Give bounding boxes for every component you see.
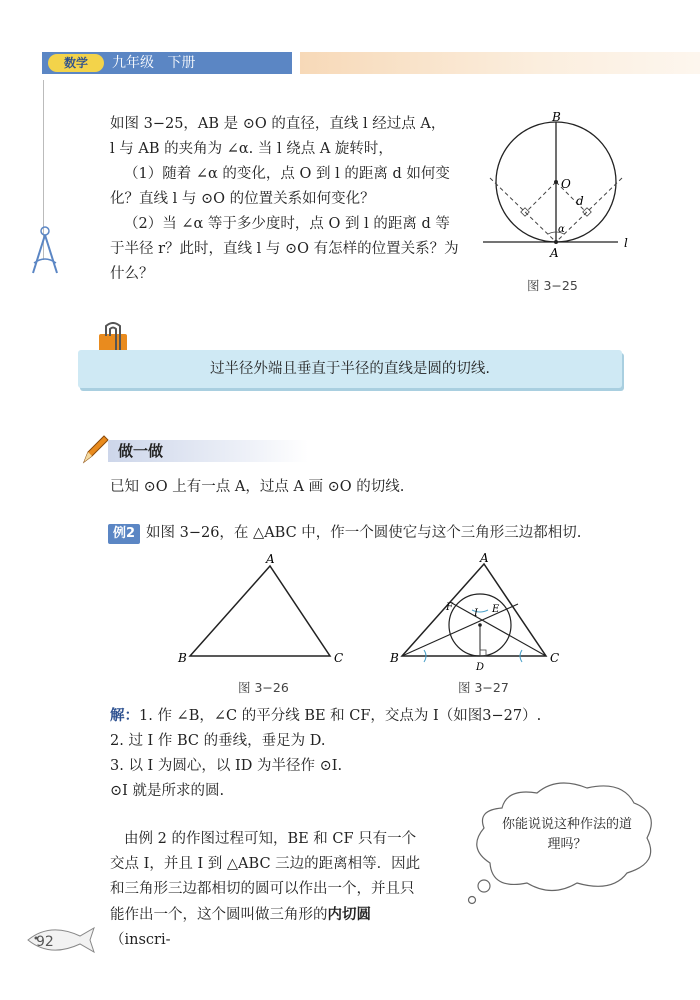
header-gradient [300, 52, 700, 74]
label-a: A [550, 246, 559, 260]
solution-step-1: 1. 作 ∠B，∠C 的平分线 BE 和 CF，交点为 I（如图3−27）. [139, 708, 542, 724]
label-alpha: α [558, 224, 565, 235]
label-d: d [576, 194, 584, 208]
intro-line: 如图 3−25，AB 是 ⊙O 的直径，直线 l 经过点 A， [110, 116, 446, 132]
solution-step [110, 703, 630, 729]
closing-line-end: （inscri- [110, 932, 171, 948]
intro-line: （1）随着 ∠α 的变化，点 O 到 l 的距离 d 如何变 [124, 166, 450, 182]
figure-3-27 [388, 552, 568, 677]
closing-line: 交点 I，并且 I 到 △ABC 三边的距离相等．因此 [110, 856, 421, 872]
label-a: A [480, 552, 489, 565]
figure-3-26 [170, 552, 360, 667]
intro-line: 什么？ [110, 266, 154, 282]
figure-3-25-caption: 图 3−25 [527, 278, 578, 293]
intro-line: （2）当 ∠α 等于多少度时，点 O 到 l 的距离 d 等 [124, 216, 450, 232]
closing-line: 由例 2 的作图过程可知，BE 和 CF 只有一个 [124, 831, 417, 847]
label-o: O [561, 177, 571, 191]
label-f: F [446, 602, 453, 613]
label-b: B [552, 110, 561, 124]
intro-line: 化？直线 l 与 ⊙O 的位置关系如何变化？ [110, 191, 375, 207]
label-i: I [474, 608, 478, 619]
bubble-text: 你能说说这种作法的道理吗？ [502, 817, 633, 852]
page-number: 92 [36, 934, 54, 950]
label-c: C [550, 651, 560, 665]
closing-paragraph [110, 827, 430, 953]
figure-3-26-caption: 图 3−26 [238, 680, 289, 695]
solution-step-2: 2. 过 I 作 BC 的垂线，垂足为 D. [110, 733, 326, 749]
closing-line [110, 902, 430, 953]
label-a: A [266, 552, 275, 566]
label-b: B [178, 651, 187, 665]
label-l: l [624, 236, 628, 250]
activity-title: 做一做 [118, 442, 164, 460]
activity-text: 已知 ⊙O 上有一点 A，过点 A 画 ⊙O 的切线. [110, 479, 405, 495]
book-title: 九年级 下册 [112, 55, 196, 71]
pencil-icon [80, 432, 110, 466]
compass-icon [28, 225, 62, 277]
label-d: D [476, 662, 485, 673]
figure-3-25 [478, 110, 648, 260]
solution-label: 解： [110, 707, 139, 724]
fish-decoration-icon [20, 920, 100, 960]
note-text: 过半径外端且垂直于半径的直线是圆的切线. [209, 361, 491, 377]
intro-line: l 与 AB 的夹角为 ∠α. 当 l 绕点 A 旋转时， [110, 141, 393, 157]
label-c: C [334, 651, 344, 665]
closing-line-start: 能作出一个，这个圆叫做三角形的 [110, 907, 328, 923]
example-badge: 例2 [108, 524, 140, 544]
example-text: 如图 3−26，在 △ABC 中，作一个圆使它与这个三角形三边都相切. [146, 525, 582, 541]
figure-3-27-caption: 图 3−27 [458, 680, 509, 695]
subject-badge: 数学 [48, 54, 104, 72]
keyword-incircle: 内切圆 [327, 906, 371, 923]
label-b: B [390, 651, 399, 665]
label-e: E [492, 604, 500, 615]
solution-conclusion: ⊙I 就是所求的圆. [110, 783, 225, 799]
solution-step-3: 3. 以 I 为圆心，以 ID 为半径作 ⊙I. [110, 758, 343, 774]
closing-line: 和三角形三边都相切的圆可以作出一个，并且只 [110, 881, 415, 897]
intro-paragraph [110, 112, 480, 287]
intro-line: 于半径 r？此时，直线 l 与 ⊙O 有怎样的位置关系？为 [110, 241, 459, 257]
